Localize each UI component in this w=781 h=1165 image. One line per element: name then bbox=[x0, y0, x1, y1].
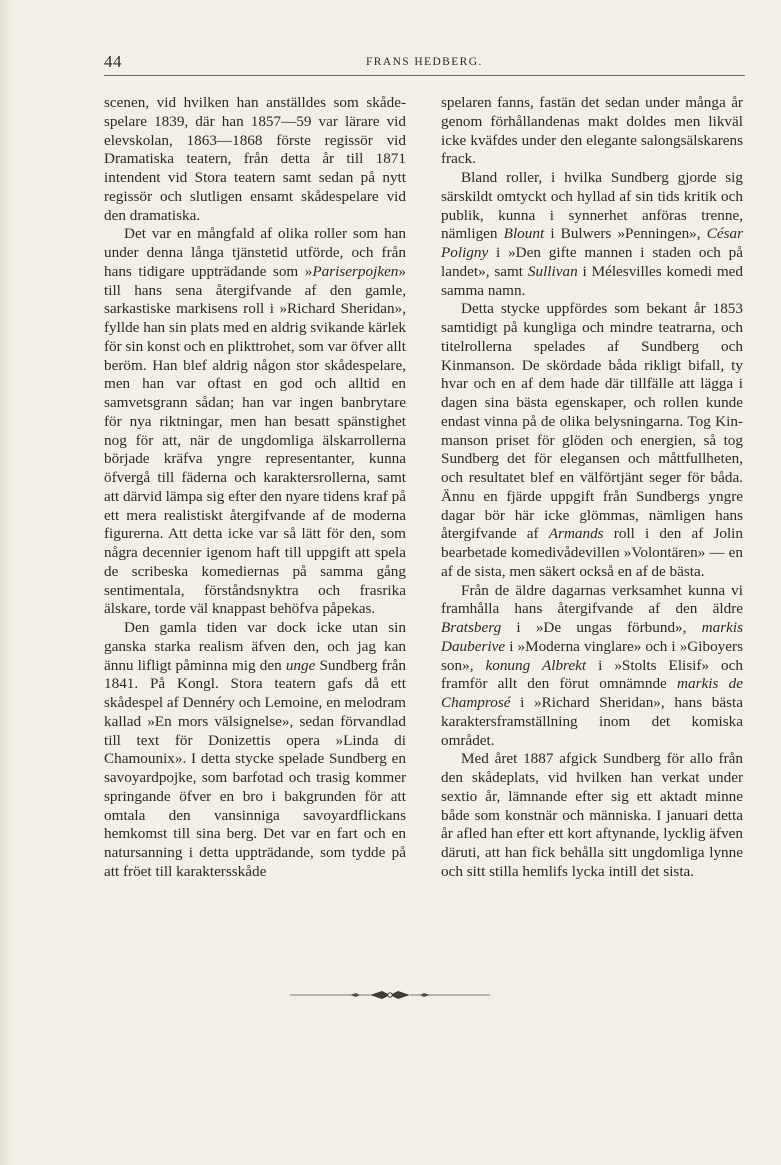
end-ornament bbox=[290, 988, 490, 1002]
left-text-column bbox=[104, 94, 406, 882]
text-run: i »Richard Sheridan», hans bästa karaktersframställning inom det komiska området. bbox=[441, 694, 743, 749]
text-run: i Bulwers »Penningen», bbox=[544, 225, 707, 243]
text-run: Det var en mångfald af olika roller som han under denna långa tjänstetid utförde, och från hans tidigare uppträdande som » bbox=[104, 225, 406, 280]
paragraph bbox=[441, 94, 743, 169]
paragraph bbox=[441, 169, 743, 300]
page-edge-shadow bbox=[0, 0, 14, 1165]
text-run: i »Moderna vinglare» och i »Giboyers son», bbox=[441, 637, 743, 674]
italic-text: Armands bbox=[548, 525, 604, 543]
text-run: i Mélesvilles komedi med samma namn. bbox=[441, 262, 743, 299]
right-text-column bbox=[441, 94, 743, 882]
italic-text: Bratsberg bbox=[441, 619, 502, 636]
text-run: roll i den af Jolin bearbetade komedivådevillen »Volontären» — en af de sista, men säkert också en af de bästa. bbox=[441, 525, 743, 580]
running-title: FRANS HEDBERG. bbox=[366, 56, 483, 68]
italic-text: Pariserpojken bbox=[312, 262, 399, 280]
text-run: spelaren fanns, fastän det sedan under många år genom förhållandenas makt doldes men likväl icke kväfdes under den elegante salongsälskarens frack. bbox=[441, 94, 743, 168]
text-run: » till hans sena återgifvande af den gamle, sarkastiske markisens roll i »Richard Sheridan», fyllde han sin plats med en aldrig svikande kärlek för sin konst och en plikttrohet, som var öfver allt beröm. Han blef aldrig någon stor skådespelare, men han var oftast en god och alltid en samvetsgrann sådan; han var ingen banbrytare för nya riktningar, men han besatt spänstighet nog för att, när de ungdomliga älskarrollerna började kräfva yngre representanter, kunna öfvergå till fäderna och karaktersrollerna, samt att därvid lämpa sig efter den nyare tidens kraf på ett mera realistiskt återgifvande af de moderna figurerna. Att detta icke var så lätt för den, som några decennier igenom haft till uppgift att spela de scribeska komediernas på samma gång sentimentala, förståndsnyktra och frasrika älskare, torde väl knappast behöfva påpekas. bbox=[104, 262, 406, 618]
paragraph bbox=[104, 94, 406, 225]
italic-text: Blount bbox=[503, 225, 545, 243]
italic-text: markis Dauberive bbox=[441, 619, 743, 655]
paragraph bbox=[441, 300, 743, 581]
text-run: i »Stolts Elisif» och framför allt den förut omnämnde bbox=[441, 656, 743, 693]
text-run: i »De ungas förbund», bbox=[501, 619, 702, 636]
paragraph bbox=[104, 619, 406, 882]
page-header bbox=[104, 48, 745, 76]
text-run: Från de äldre dagarnas verksamhet kunna vi framhålla hans återgifvande af den äldre bbox=[441, 581, 743, 618]
italic-text: Sullivan bbox=[527, 262, 578, 280]
text-run: scenen, vid hvilken han anställdes som skådespelare 1839, där han 1857—59 var lärare vid elevskolan, 1863—1868 förste regissör vid Dramatiska teatern, från detta år till 1871 intendent vid Stora teatern samt sedan på nytt regissör och slutligen ensamt skådespelare vid den dramatiska. bbox=[104, 94, 406, 224]
italic-text: markis de Champrosé bbox=[441, 675, 743, 711]
text-run: Den gamla tiden var dock icke utan sin ganska starka realism äfven den, och jag kan ännu lifligt påminna mig den bbox=[104, 619, 406, 674]
paragraph bbox=[104, 225, 406, 619]
italic-text: unge bbox=[285, 656, 316, 674]
italic-text: konung Albrekt bbox=[485, 656, 587, 674]
paragraph bbox=[441, 582, 743, 751]
text-run: Med året 1887 afgick Sundberg för allo från den skådeplats, vid hvilken han verkat under sextio år, lämnande efter sig ett aktadt minne både som konstnär och människa. I januari detta år afled han efter ett kort aftynande, lycklig äfven däruti, att han fick behålla sitt ungdomliga lynne och sitt stilla hemlifs lycka intill det sista. bbox=[441, 750, 743, 880]
text-run: Bland roller, i hvilka Sundberg gjorde sig särskildt omtyckt och hyllad af sin tids kritik och publik, kunna i synnerhet anföras trenne, nämligen bbox=[441, 169, 743, 243]
paragraph bbox=[441, 750, 743, 881]
text-run: Detta stycke uppfördes som bekant år 1853 samtidigt på kungliga och mindre teatrarna, och titelrollerna spelades af Sundberg och Kinmanson. De skördade båda rikligt bifall, ty hvar och en af dem hade där tillfälle att lägga i dagen sina bästa egenskaper, och rollen kunde endast vinna på de olika belysningarna. Tog Kinmanson priset för glöden och energien, så tog Sundberg det för elegansen och måttfullheten, och resultatet blef en välförtjänt seger för båda. Ännu en fjärde uppgift från Sundbergs yngre dagar bör här icke glömmas, nämligen hans återgifvande af bbox=[441, 300, 743, 543]
text-run: Sundberg från 1841. På Kongl. Stora teatern gafs då ett skådespel af Dennéry och Lemoine, en melodram kallad »En mors välsignelse», sedan förvandlad till text för Donizettis opera »Linda di Chamounix». I detta stycke spelade Sundberg en savoyardpojke, som barfotad och trasig kommer springande öfver en bro i bakgrunden för att omtala den vansinniga savoyardflickans hemkomst till sina berg. Det var en fart och en natursanning i detta uppträdande, som tydde på att fröet till karaktersskåde bbox=[104, 656, 407, 880]
text-run: i »Den gifte mannen i staden och på landet», samt bbox=[441, 244, 743, 280]
header-rule bbox=[104, 75, 745, 76]
italic-text: César Poligny bbox=[441, 225, 743, 261]
page-number: 44 bbox=[104, 52, 122, 71]
